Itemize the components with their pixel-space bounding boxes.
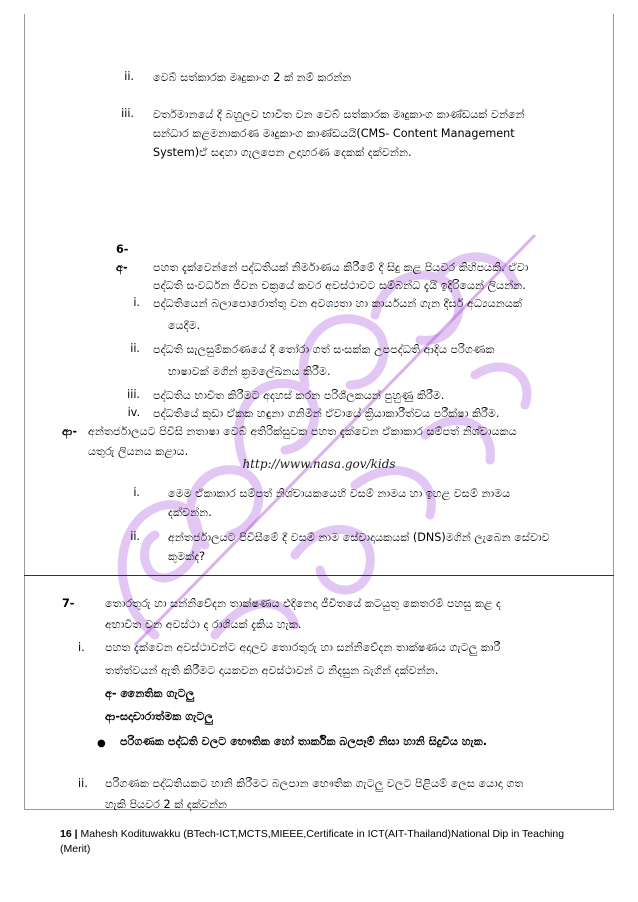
question-text: භාෂාවක් මගින් ක්‍රමලේඛනය කිරීම. <box>168 365 331 378</box>
question-text: පද්ධතිය භාවිත කිරීමට අදහස් කරන පරිශීලකයන් පුහුණු කිරීම. <box>153 389 445 402</box>
item-number: iv. <box>127 406 140 419</box>
page-number: 16 <box>60 828 72 840</box>
sub-question-label: ආ- <box>62 425 77 438</box>
item-number: iii. <box>121 107 134 120</box>
author-credit: Mahesh Kodituwakku (BTech-ICT,MCTS,MIEEE,Certificate in ICT(AIT-Thailand)National Dip in Teaching <box>80 828 565 840</box>
bullet-icon: ● <box>97 738 106 749</box>
item-number: ii. <box>130 530 140 543</box>
item-number: i. <box>133 486 140 499</box>
page-footer <box>60 827 590 857</box>
question-text: පරිගණක පද්ධති වලට භෞතික හෝ තාර්කික බලපෑම් නිසා හානි සිදුවිය හැක. <box>120 735 488 748</box>
item-number: i. <box>133 296 140 309</box>
item-number: ii. <box>78 777 88 790</box>
question-text: වෙබ් සත්කාරක මෘදුකාංග 2 ක් නම් කරන්න <box>153 71 352 84</box>
question-number: 6- <box>116 243 129 256</box>
question-text: පහත දැක්වෙන අවස්ථාවන්ට අදාලව තොරතුරු හා සන්නිවේදන තාක්ෂණය ගැටලු කාරී <box>105 641 501 654</box>
question-text: System)ඒ සඳහා ගැලපෙන උදාහරණ දෙකක් දක්වන්න. <box>153 146 412 159</box>
question-number: 7- <box>62 597 75 610</box>
question-text: අන්තර්ජාලයට පිවිසීමේ දී වසම් නාම සේවාදායකයක් (DNS)මගින් ලැබෙන සේවාව <box>168 531 550 544</box>
sub-question-label: අ- නෛතික ගැටලු <box>105 687 195 700</box>
question-text: තොරතුරු හා සන්නිවේදන තාක්ෂණය එදිනෙදා ජීවිතයේ කටයුතු කෙතරම් පහසු කළ ද <box>105 597 502 610</box>
sub-question-label: ආ-සදාචාරාත්මක ගැටලු <box>105 710 213 723</box>
question-text: යෙදීම. <box>168 319 201 332</box>
item-number: ii. <box>124 70 134 83</box>
question-text: අභාවිත වන අවස්ථා ද රාශියක් දැකිය හැක. <box>105 618 302 631</box>
question-text: දක්වන්න. <box>168 506 212 519</box>
item-number: iii. <box>127 388 140 401</box>
sub-question-label: අ- <box>116 261 128 274</box>
item-number: ii. <box>130 342 140 355</box>
section-divider <box>24 575 614 576</box>
question-text: පද්ධති සංවර්ධන ජීවන චක්‍රයේ කවර අවස්ථාවට සම්බන්ධ දැයි ඉදිරියෙන් ලියන්න. <box>153 279 526 292</box>
question-text: යතුරු ලියනය කළාය. <box>88 445 189 458</box>
url-text: http://www.nasa.gov/kids <box>242 457 396 471</box>
question-text: පද්ධතියෙන් බලාපොරොත්තු වන අවශ්‍යතා හා කාර්යයන් ගැන දීර්ඝ අධ්‍යයනයක් <box>153 297 522 310</box>
question-text: කුමක්ද? <box>168 550 206 563</box>
question-text: තත්ත්වයන් ඇති කිරීමට දායකවන අවස්ථාවන් ට නිදසුන බැගින් දක්වන්න. <box>105 664 439 677</box>
question-text: සන්ධාර කළමනාකරණ මෘදුකාංග කාණ්ඩයයි(CMS- Content Management <box>153 127 515 140</box>
question-text: මෙම ඒකාකාර සම්පත් නිශ්චායකයෙහි වසම් නාමය හා ඉහළ වසම් නාමය <box>168 487 511 500</box>
question-text: අන්තර්ජාලයට පිවිසි නතාෂා වෙබ් අතිරික්සුවක පහත දැක්වෙන ඒකාකාර සම්පත් නිශ්චායකය <box>88 425 517 438</box>
question-text: පද්ධතියේ කුඩා ඒකක හඳුනා ගනිමින් ඒවායේ ක්‍රියාකාරීත්වය පරීක්ෂා කිරීම. <box>153 407 500 420</box>
question-text: හැකි පියවර 2 ක් දක්වන්න <box>105 798 228 811</box>
question-text: පහත දැක්වෙන්නේ පද්ධතියක් නිර්මාණය කිරීමේ දී සිදු කළ පියවර කිහිපයකි. ඒවා <box>153 261 529 274</box>
footer-separator: | <box>74 828 78 840</box>
question-text: පද්ධති සැලසුම්කරණයේ දී තෝරා ගත් සංසක්ක උපපද්ධති ආදිය පරිගණක <box>153 343 495 356</box>
author-credit-continued: (Merit) <box>60 843 91 856</box>
question-text: වර්තමානයේ දී බහුලව භාවිත වන වෙබ් සත්කාරක මෘදුකාංග කාණ්ඩයක් වන්නේ <box>153 108 525 121</box>
question-text: පරිගණක පද්ධතියකට හානි කිරීමට බලපාන භෞතික ගැටලු වලට පිළියම් ලෙස යොදා ගත <box>105 777 524 790</box>
item-number: i. <box>78 641 85 654</box>
